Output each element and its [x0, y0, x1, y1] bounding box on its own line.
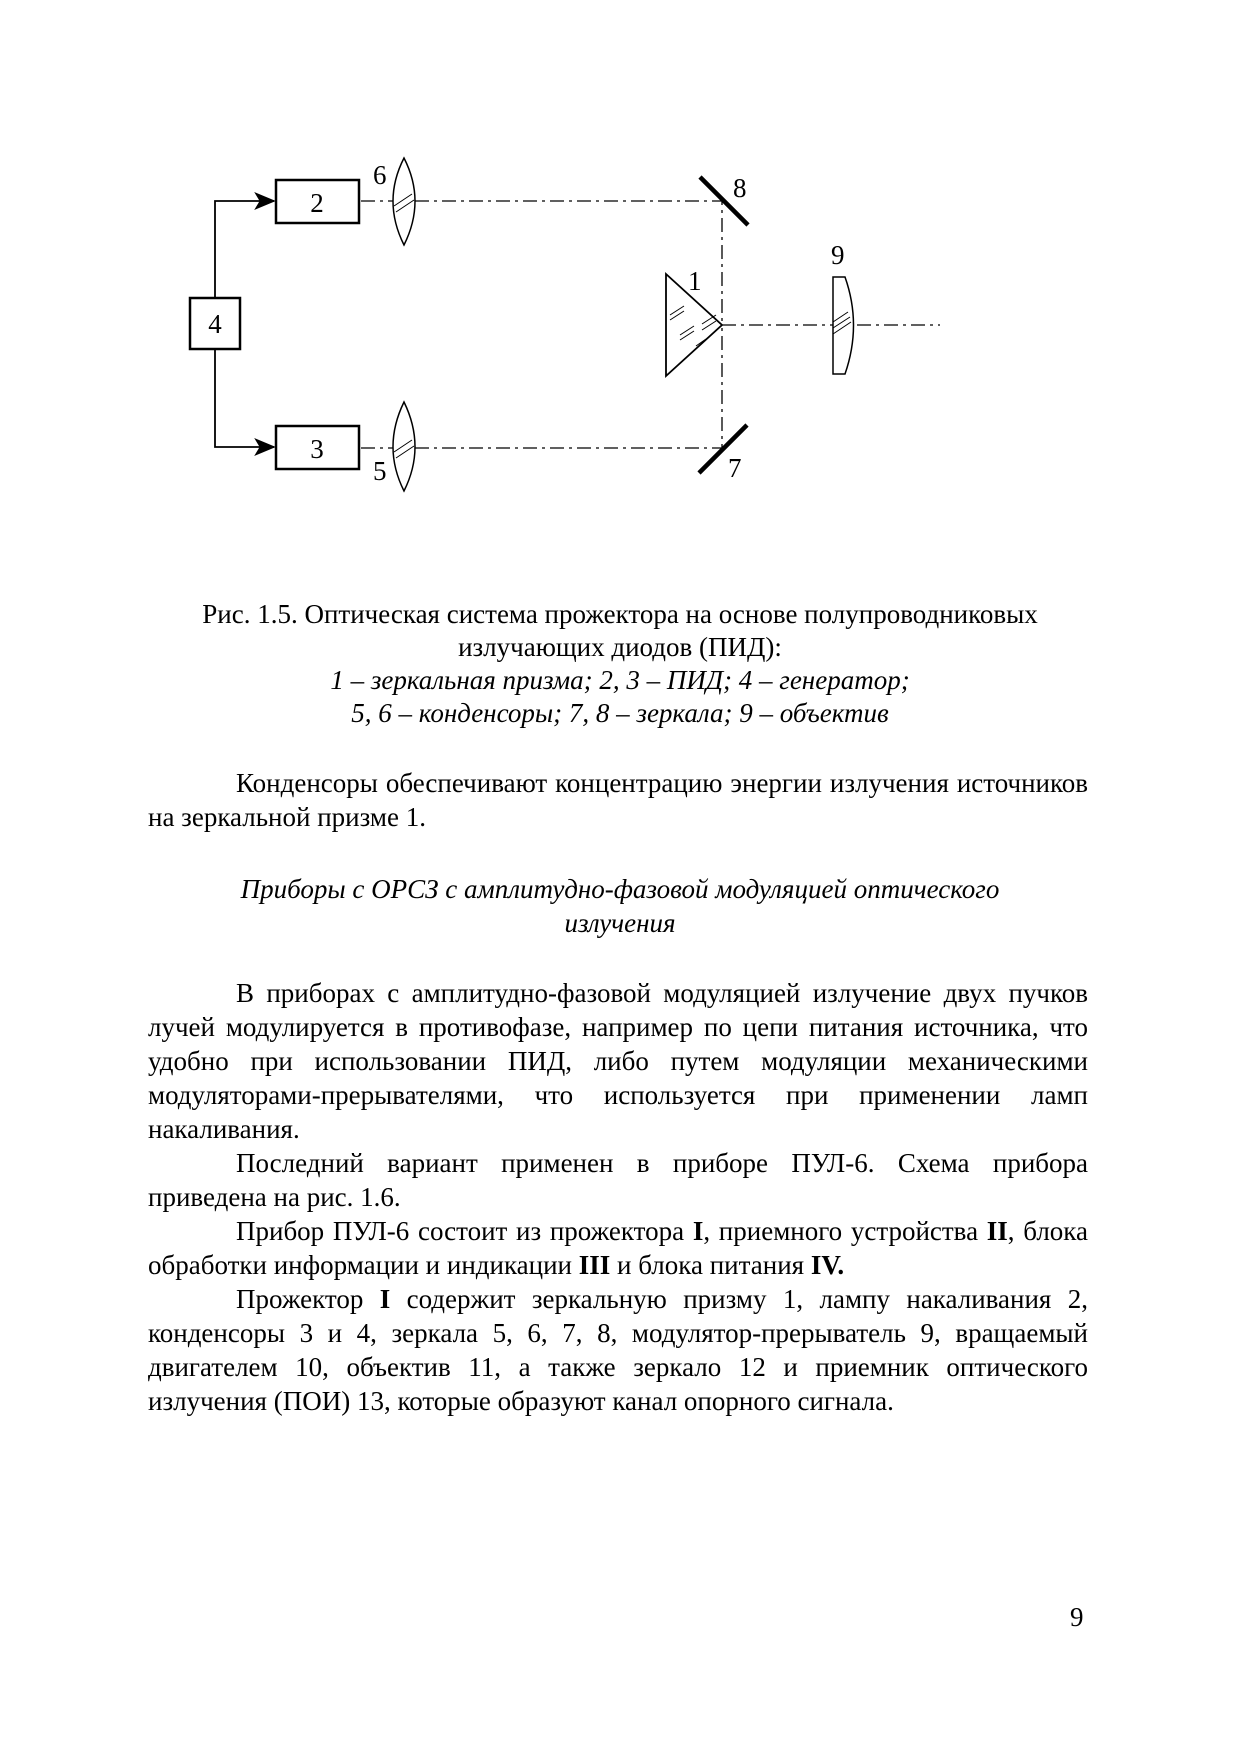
p4-text-1: Прибор ПУЛ-6 состоит из прожектора	[236, 1216, 693, 1246]
mirror-7-label: 7	[728, 453, 742, 483]
objective-lens-9	[833, 277, 854, 374]
lens-6-label: 6	[373, 160, 387, 190]
p5-text-2: содержит зеркальную призму 1, лампу накаливания 2, конденсоры 3 и 4, зеркала 5, 6, 7, 8, модулятор-прерыватель 9, вращаемый двигателем 10, объектив 11, а также зеркало 12 и приемник оптического излучения (ПОИ) 13, которые образуют канал опорного сигнала.	[148, 1284, 1088, 1416]
p4-text-2: , приемного устройства	[703, 1216, 987, 1246]
section-heading-line-2: излучения	[564, 908, 676, 938]
caption-line-2: излучающих диодов (ПИД):	[458, 632, 782, 662]
paragraph-pul6-variant: Последний вариант применен в приборе ПУЛ-6. Схема прибора приведена на рис. 1.6.	[148, 1148, 1088, 1212]
paragraph-pul6-composition	[148, 1214, 1088, 1282]
paragraph-amplitude-phase: В приборах с амплитудно-фазовой модуляцией излучение двух пучков лучей модулируется в противофазе, например по цепи питания источника, что удобно при использовании ПИД, либо путем модуляции механическими модуляторами-прерывателями, что используется при применении ламп накаливания.	[148, 978, 1088, 1144]
section-heading-line-1: Приборы с ОРСЗ с амплитудно-фазовой модуляцией оптического	[240, 874, 1000, 904]
emitter-2-label: 2	[310, 188, 324, 218]
emitter-3-label: 3	[310, 434, 324, 464]
condenser-lens-6	[393, 158, 415, 245]
optical-system-diagram	[150, 150, 1100, 590]
p4-bold-4: IV.	[810, 1250, 845, 1280]
p4-text-4: и блока питания	[610, 1250, 811, 1280]
p5-bold-1: I	[379, 1284, 391, 1314]
generator-label: 4	[208, 309, 222, 339]
p4-bold-3: III	[578, 1250, 611, 1280]
paragraph-condensers: Конденсоры обеспечивают концентрацию энергии излучения источников на зеркальной призме 1.	[148, 768, 1088, 832]
caption-legend-line-1: 1 – зеркальная призма; 2, 3 – ПИД; 4 – генератор;	[330, 665, 910, 695]
objective-9-label: 9	[831, 240, 845, 270]
caption-legend-line-2: 5, 6 – конденсоры; 7, 8 – зеркала; 9 – объектив	[351, 698, 889, 728]
paragraph-projector-contents	[148, 1282, 1088, 1418]
wire-to-block-3	[215, 349, 274, 447]
condenser-lens-5	[393, 402, 415, 491]
wire-to-block-2	[215, 201, 274, 298]
p4-text-3: , блока обработки информации и индикации	[148, 1216, 1088, 1280]
prism-1-label: 1	[688, 266, 702, 296]
figure-caption	[140, 598, 1100, 730]
p4-bold-1: I	[692, 1216, 704, 1246]
caption-line-1: Рис. 1.5. Оптическая система прожектора на основе полупроводниковых	[202, 599, 1038, 629]
page-number: 9	[1070, 1602, 1084, 1632]
mirror-8-label: 8	[733, 173, 747, 203]
section-heading	[140, 872, 1100, 940]
p4-bold-2: II	[986, 1216, 1008, 1246]
lens-5-label: 5	[373, 456, 387, 486]
p5-text-1: Прожектор	[236, 1284, 380, 1314]
